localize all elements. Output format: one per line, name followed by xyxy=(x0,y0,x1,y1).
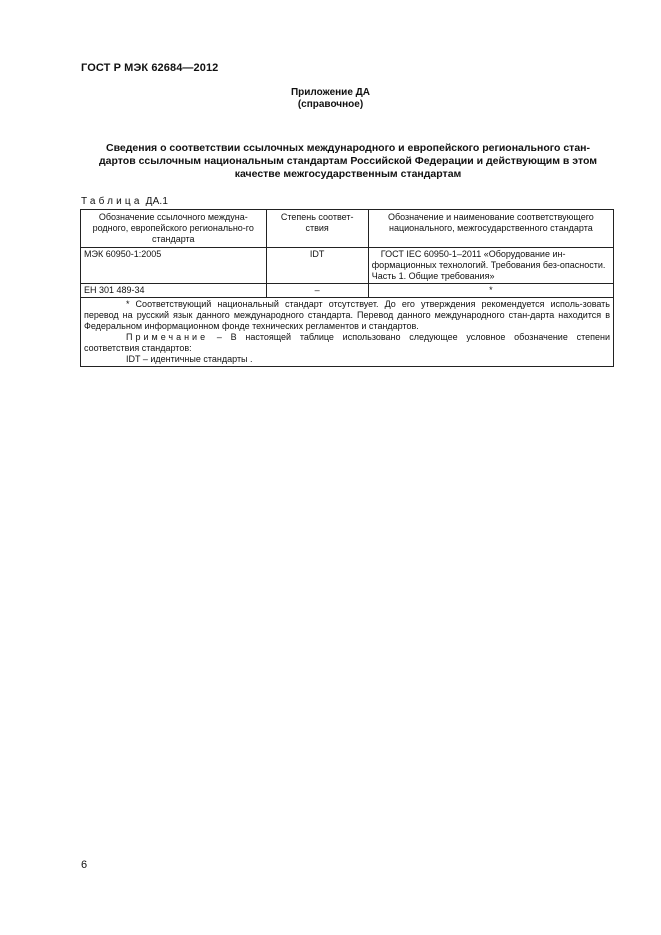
cell-degree: IDT xyxy=(266,248,368,284)
section-title-line-1: Сведения о соответствии ссылочных международного и европейского регионального стан- xyxy=(106,142,590,154)
note-word: Примечание xyxy=(126,332,209,342)
table-notes-row xyxy=(81,298,614,367)
cell-national: ГОСТ IEC 60950-1–2011 «Оборудование ин-формационных технологий. Требования без-опасности. Часть 1. Общие требования» xyxy=(368,248,613,284)
table-header-row xyxy=(81,210,614,248)
table-caption-word: Таблица xyxy=(81,196,143,207)
section-title-line-3: качестве межгосударственным стандартам xyxy=(234,168,462,180)
table-caption xyxy=(81,196,168,207)
table-footnote: * Соответствующий национальный стандарт отсутствует. До его утверждения рекомендуется исполь-зовать перевод на русский язык данного международного стандарта. Перевод данного международного стан-дарта находится в Федеральном информационном фонде технических регламентов и стандартов. xyxy=(84,299,610,331)
cell-reference: ЕН 301 489-34 xyxy=(81,284,267,298)
table-note xyxy=(84,332,610,354)
header-reference-standard: Обозначение ссылочного междуна-родного, европейского регионально-го стандарта xyxy=(81,210,267,248)
note-text: – В настоящей таблице использовано следующее условное обозначение степени соответствия стандартов: xyxy=(84,332,610,353)
table-row xyxy=(81,284,614,298)
annex-subtitle: (справочное) xyxy=(297,99,364,110)
table-notes xyxy=(81,298,614,367)
table-legend: IDT – идентичные стандарты . xyxy=(126,354,253,364)
cell-degree: – xyxy=(266,284,368,298)
cell-reference: МЭК 60950-1:2005 xyxy=(81,248,267,284)
header-national-standard: Обозначение и наименование соответствующего национального, межгосударственного стандарта xyxy=(368,210,613,248)
header-degree-of-conformity: Степень соответ-ствия xyxy=(266,210,368,248)
page-number: 6 xyxy=(81,859,88,871)
annex-heading xyxy=(0,87,661,111)
section-title xyxy=(82,142,614,181)
cell-national: * xyxy=(368,284,613,298)
section-title-line-2: дартов ссылочным национальным стандартам Российской Федерации и действующим в этом xyxy=(99,155,597,167)
table-row xyxy=(81,248,614,284)
annex-title: Приложение ДА xyxy=(290,87,371,98)
document-header: ГОСТ Р МЭК 62684—2012 xyxy=(81,62,219,74)
table-caption-id: ДА.1 xyxy=(145,196,169,207)
correspondence-table xyxy=(80,209,614,367)
